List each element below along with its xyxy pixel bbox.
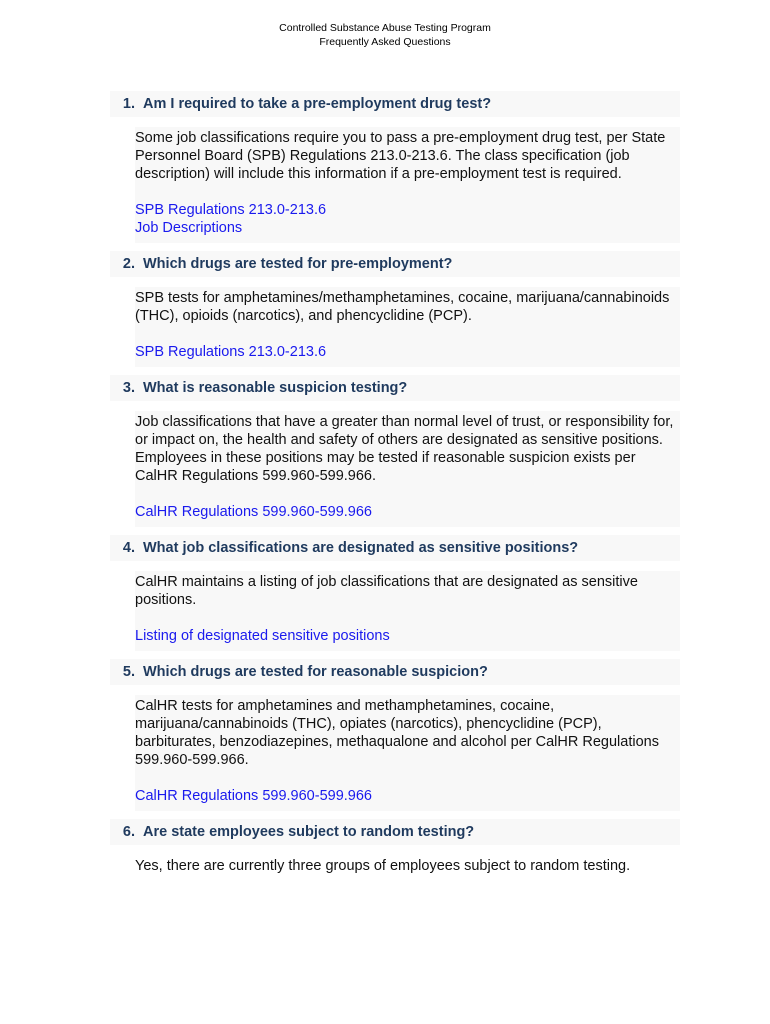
question-number: 5.: [122, 664, 135, 680]
faq-item-1: [110, 91, 680, 243]
answer-links: [135, 787, 680, 805]
faq-question-4: [110, 535, 680, 561]
question-number: 1.: [122, 96, 135, 112]
answer-links: [135, 627, 680, 645]
faq-item-6: [110, 819, 680, 881]
question-text: Which drugs are tested for reasonable suspicion?: [143, 664, 488, 680]
link-job-descriptions[interactable]: Job Descriptions: [135, 220, 243, 236]
faq-question-3: [110, 375, 680, 401]
page-header: [0, 21, 770, 49]
answer-links: [135, 503, 680, 521]
faq-answer-3: [135, 411, 680, 527]
question-number: 3.: [122, 380, 135, 396]
header-subtitle: Frequently Asked Questions: [319, 36, 451, 48]
header-program-title: Controlled Substance Abuse Testing Program: [279, 22, 491, 34]
question-text: What is reasonable suspicion testing?: [143, 380, 408, 396]
answer-text: SPB tests for amphetamines/methamphetamines, cocaine, marijuana/cannabinoids (THC), opioids (narcotics), and phencyclidine (PCP).: [135, 290, 670, 324]
answer-text: Job classifications that have a greater than normal level of trust, or responsibility for, or impact on, the health and safety of others are designated as sensitive positions. Employees in these positions may be tested if reasonable suspicion exists per CalHR Regulations 599.960-599.966.: [135, 414, 674, 484]
question-number: 2.: [122, 256, 135, 272]
link-calhr-regulations[interactable]: CalHR Regulations 599.960-599.966: [135, 504, 372, 520]
link-calhr-regulations[interactable]: CalHR Regulations 599.960-599.966: [135, 788, 372, 804]
faq-question-1: [110, 91, 680, 117]
answer-text: CalHR maintains a listing of job classifications that are designated as sensitive positions.: [135, 574, 638, 608]
answer-text: Some job classifications require you to pass a pre-employment drug test, per State Personnel Board (SPB) Regulations 213.0-213.6. The class specification (job description) will include this information if a pre-employment test is required.: [135, 130, 666, 182]
question-text: What job classifications are designated as sensitive positions?: [143, 540, 579, 556]
question-number: 6.: [122, 824, 135, 840]
question-text: Which drugs are tested for pre-employment?: [143, 256, 453, 272]
answer-text: CalHR tests for amphetamines and methamphetamines, cocaine, marijuana/cannabinoids (THC), opiates (narcotics), phencyclidine (PCP), barbiturates, benzodiazepines, methaqualone and alcohol per CalHR Regulations 599.960-599.966.: [135, 698, 659, 768]
faq-question-6: [110, 819, 680, 845]
faq-item-5: [110, 659, 680, 811]
faq-item-2: [110, 251, 680, 367]
faq-answer-2: [135, 287, 680, 367]
faq-question-2: [110, 251, 680, 277]
question-number: 4.: [122, 540, 135, 556]
faq-answer-6: [135, 855, 680, 881]
answer-links: [135, 343, 680, 361]
faq-item-3: [110, 375, 680, 527]
answer-text: Yes, there are currently three groups of employees subject to random testing.: [135, 858, 631, 874]
answer-links: [135, 201, 680, 237]
faq-answer-1: [135, 127, 680, 243]
link-spb-regulations[interactable]: SPB Regulations 213.0-213.6: [135, 344, 327, 360]
question-text: Am I required to take a pre-employment drug test?: [143, 96, 492, 112]
faq-answer-5: [135, 695, 680, 811]
faq-answer-4: [135, 571, 680, 651]
question-text: Are state employees subject to random testing?: [143, 824, 475, 840]
link-sensitive-positions[interactable]: Listing of designated sensitive positions: [135, 628, 390, 644]
faq-question-5: [110, 659, 680, 685]
link-spb-regulations[interactable]: SPB Regulations 213.0-213.6: [135, 202, 327, 218]
faq-list: [110, 91, 680, 881]
faq-item-4: [110, 535, 680, 651]
